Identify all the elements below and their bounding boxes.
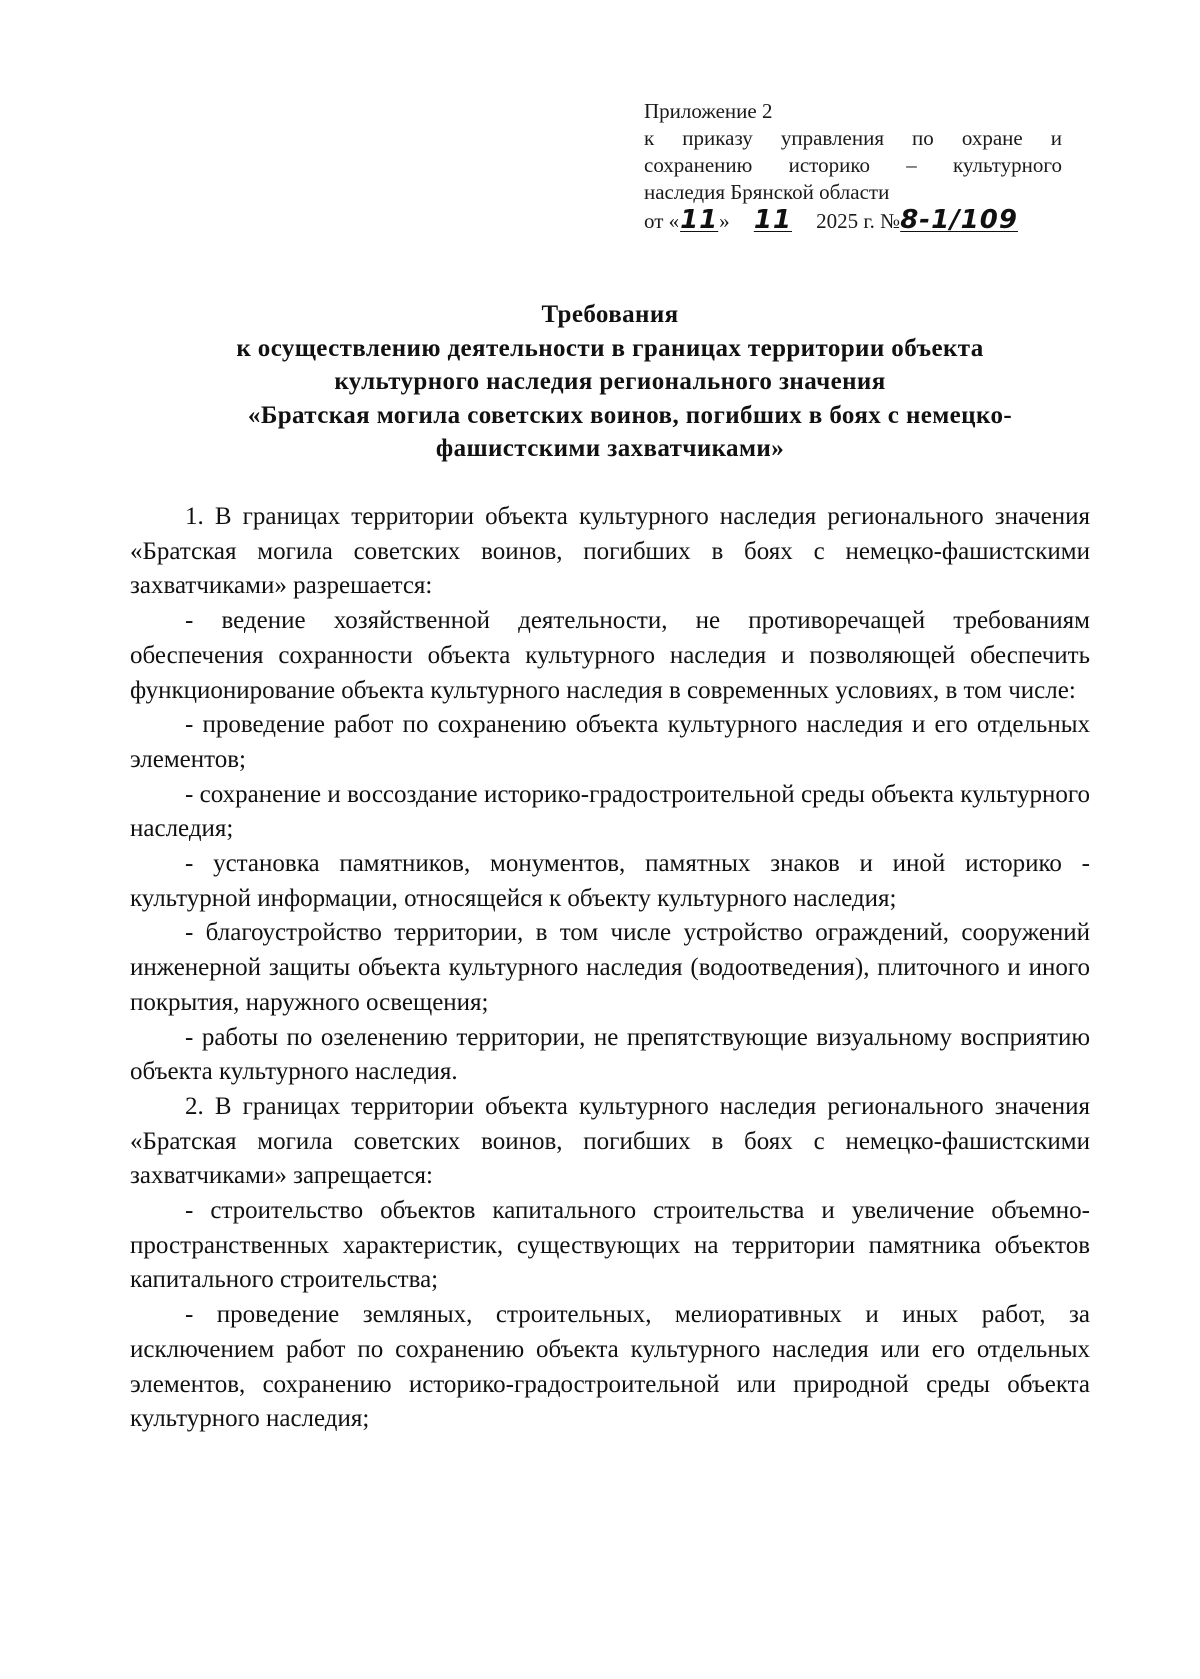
appendix-order-ref: к приказу управления по охране и [644,126,1062,150]
list-item-preservation-works: - проведение работ по сохранению объекта культурного наследия и его отдельных элементов; [130,711,1090,773]
list-item-landscaping: - благоустройство территории, в том числе устройство ограждений, сооружений инженерной защиты объекта культурного наследия (водоотведения), плиточного и иного покрытия, наружного освещения; [130,919,1090,1016]
list-item-economic-activity: - ведение хозяйственной деятельности, не противоречащей требованиям обеспечения сохранности объекта культурного наследия и позволяющей обеспечить функционирование объекта культурного наследия в современных условиях, в том числе: [130,607,1090,704]
document-body [130,500,1090,1437]
title-line-2: к осуществлению деятельности в границах территории объекта [236,334,984,362]
title-line-4: «Братская могила советских воинов, погибших в боях с немецко- [247,401,1013,429]
date-mid: » [719,209,730,233]
date-year: 2025 г. № [816,209,901,233]
handwritten-month: 11 [753,205,792,235]
list-item-environment-restoration: - сохранение и воссоздание историко-градостроительной среды объекта культурного наследия; [130,780,1090,843]
handwritten-day: 11 [680,205,719,235]
title-line-3: культурного наследия регионального значения [334,368,886,395]
list-item-construction: - строительство объектов капитального строительства и увеличение объемно-пространственных характеристик, существующих на территории памятника объектов капитального строительства; [130,1197,1090,1294]
appendix-header [644,98,1062,235]
appendix-department: сохранению историко – культурного [644,153,1062,177]
title-line-5: фашистскими захватчиками» [435,435,785,462]
appendix-region: наследия Брянской области [644,180,890,204]
list-item-earthworks: - проведение земляных, строительных, мелиоративных и иных работ, за исключением работ по сохранению объекта культурного наследия или его отдельных элементов, сохранению историко-градостроительной или природной среды объекта культурного наследия; [130,1301,1090,1433]
handwritten-order-number: 8-1/109 [900,205,1018,235]
paragraph-2-prohibited: 2. В границах территории объекта культурного наследия регионального значения «Братская могила советских воинов, погибших в боях с немецко-фашистскими захватчиками» запрещается: [130,1092,1090,1190]
appendix-label: Приложение 2 [644,99,773,123]
paragraph-1-allowed: 1. В границах территории объекта культурного наследия регионального значения «Братская могила советских воинов, погибших в боях с немецко-фашистскими захватчиками» разрешается: [130,503,1090,600]
order-date-line [644,207,1062,235]
list-item-monuments: - установка памятников, монументов, памятных знаков и иной историко - культурной информации, относящейся к объекту культурного наследия; [130,850,1090,912]
date-prefix: от « [644,209,680,233]
document-title [130,298,1090,466]
title-line-1: Требования [541,301,679,328]
list-item-greening: - работы по озеленению территории, не препятствующие визуальному восприятию объекта культурного наследия. [130,1023,1090,1086]
